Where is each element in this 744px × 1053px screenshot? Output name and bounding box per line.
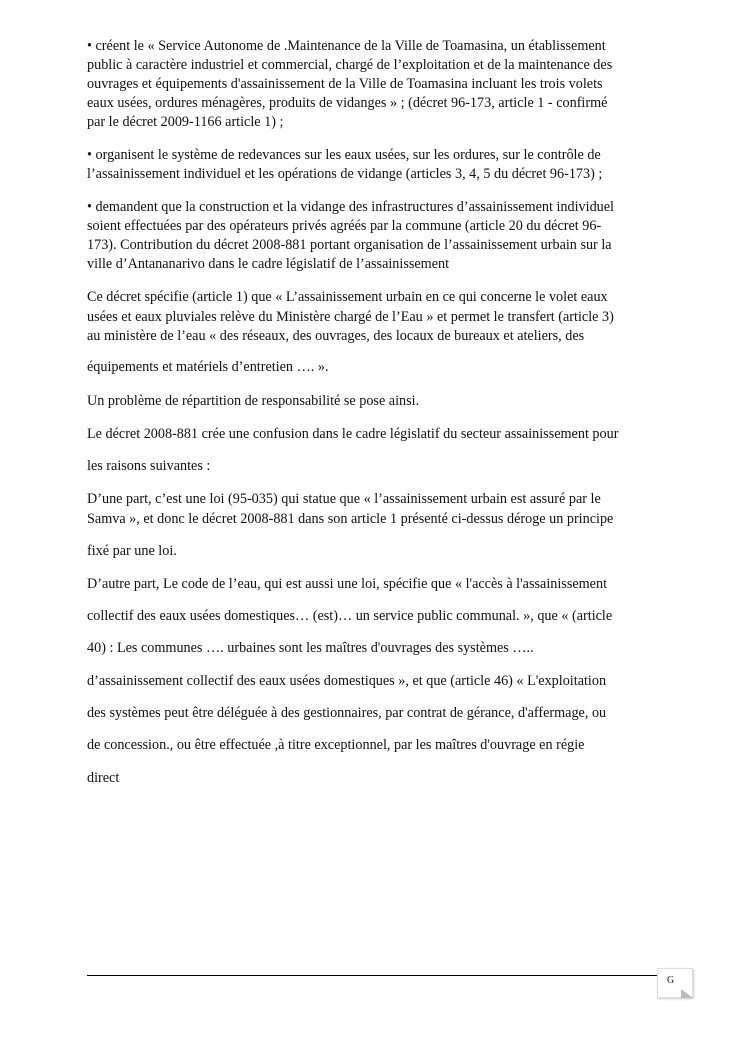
text-line: Ce décret spécifie (article 1) que « L’assainissement urbain en ce qui concerne le volet eaux: [87, 289, 608, 305]
text-line: par le décret 2009-1166 article 1) ;: [87, 114, 284, 130]
text-line: usées et eaux pluviales relève du Ministère chargé de l’Eau » et permet le transfert (article 3): [87, 309, 614, 325]
text-line: • demandent que la construction et la vidange des infrastructures d’assainissement individuel: [87, 199, 614, 215]
text-line: ouvrages et équipements d'assainissement de la Ville de Toamasina incluant les trois volets: [87, 76, 603, 92]
text-line: au ministère de l’eau « des réseaux, des ouvrages, des locaux de bureaux et ateliers, des: [87, 328, 585, 344]
text-line: Samva », et donc le décret 2008-881 dans son article 1 présenté ci-dessus déroge un principe: [87, 511, 614, 527]
text-line: d’assainissement collectif des eaux usées domestiques », et que (article 46) « L'exploitation: [87, 673, 607, 689]
text-line: 40) : Les communes …. urbaines sont les maîtres d'ouvrages des systèmes …..: [87, 640, 534, 656]
text-line: direct: [87, 770, 120, 786]
page-curl-icon: [681, 989, 693, 998]
text-line: fixé par une loi.: [87, 543, 177, 559]
text-line: collectif des eaux usées domestiques… (est)… un service public communal. », que « (article: [87, 608, 613, 624]
text-line: soient effectuées par des opérateurs privés agréés par la commune (article 20 du décret 96-: [87, 218, 602, 234]
text-line: 173). Contribution du décret 2008-881 portant organisation de l’assainissement urbain sur la: [87, 237, 612, 253]
text-line: D’autre part, Le code de l’eau, qui est aussi une loi, spécifie que « l'accès à l'assainissement: [87, 576, 608, 592]
text-line: équipements et matériels d’entretien …. ».: [87, 359, 329, 375]
text-line: Le décret 2008-881 crée une confusion dans le cadre législatif du secteur assainissement pour: [87, 426, 619, 442]
text-line: Un problème de répartition de responsabilité se pose ainsi.: [87, 393, 420, 409]
text-line: public à caractère industriel et commercial, chargé de l’exploitation et de la maintenance des: [87, 57, 613, 73]
text-line: de concession., ou être effectuée ,à titre exceptionnel, par les maîtres d'ouvrage en régie: [87, 737, 585, 753]
footer-rule: [87, 975, 659, 976]
text-line: l’assainissement individuel et les opérations de vidange (articles 3, 4, 5 du décret 96-173) ;: [87, 166, 603, 182]
text-line: eaux usées, ordures ménagères, produits de vidanges » ; (décret 96-173, article 1 - confirmé: [87, 95, 608, 111]
text-line: des systèmes peut être déléguée à des gestionnaires, par contrat de gérance, d'affermage, ou: [87, 705, 607, 721]
text-line: D’une part, c’est une loi (95-035) qui statue que « l’assainissement urbain est assuré par le: [87, 491, 601, 507]
text-line: les raisons suivantes :: [87, 458, 211, 474]
page-number-box: [657, 968, 693, 998]
text-line: • organisent le système de redevances sur les eaux usées, sur les ordures, sur le contrôle de: [87, 147, 601, 163]
text-line: ville d’Antananarivo dans le cadre législatif de l’assainissement: [87, 256, 450, 272]
page-number: G: [667, 975, 675, 986]
text-line: • créent le « Service Autonome de .Maintenance de la Ville de Toamasina, un établissement: [87, 38, 606, 54]
